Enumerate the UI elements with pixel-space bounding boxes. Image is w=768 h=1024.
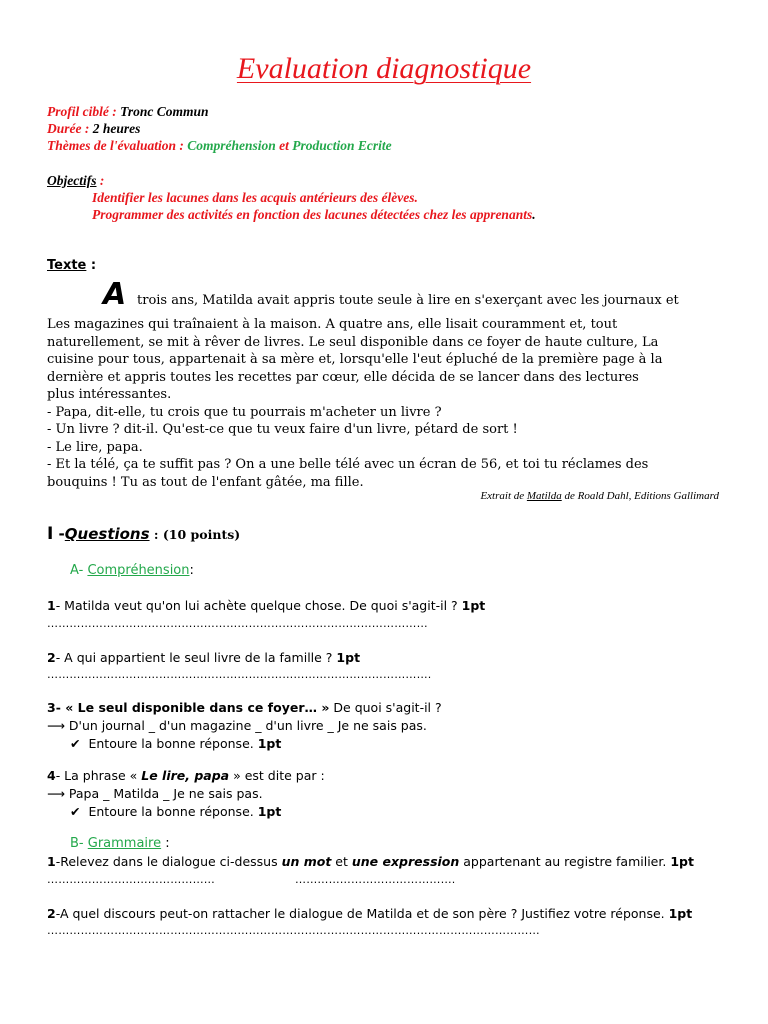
- q4-points: 1pt: [257, 804, 282, 819]
- q3-instruction: [70, 736, 281, 751]
- text-line: bouquins ! Tu as tout de l'enfant gâtée, ma fille.: [47, 474, 364, 490]
- g1-text-2: et: [331, 854, 352, 869]
- section-a-prefix: A-: [70, 563, 88, 578]
- q3-quote: - « Le seul disponible dans ce foyer… »: [55, 700, 330, 715]
- q4-num: 4: [47, 768, 56, 783]
- texte-label: Texte: [47, 258, 87, 273]
- questions-dash: -: [53, 525, 65, 543]
- source-citation: [480, 490, 719, 502]
- g1-text-1: -Relevez dans le dialogue ci-dessus: [55, 854, 282, 869]
- objectifs-colon: :: [96, 173, 105, 188]
- objectif-item-1: Identifier les lacunes dans les acquis antérieurs des élèves.: [92, 190, 418, 205]
- g1-text-3: appartenant au registre familier.: [459, 854, 671, 869]
- q4-options: ⟶ Papa _ Matilda _ Je ne sais pas.: [47, 786, 263, 801]
- q3-points: 1pt: [257, 736, 282, 751]
- g2-text: -A quel discours peut-on rattacher le dialogue de Matilda et de son père ? Justifiez votre réponse.: [55, 906, 669, 921]
- text-paragraph: [47, 316, 727, 491]
- q2-num: 2: [47, 650, 56, 665]
- drop-cap: A: [103, 277, 127, 312]
- q2-answer-line: ………………………………………………………………………………………….: [47, 668, 432, 681]
- themes-label: Thèmes de l'évaluation :: [47, 138, 188, 153]
- questions-points: : (10 points): [149, 527, 241, 542]
- section-a-colon: :: [189, 563, 194, 578]
- profil-line: [47, 104, 209, 120]
- text-line: dernière et appris toutes les recettes par cœur, elle décida de se lancer dans des lectures: [47, 369, 639, 385]
- section-b-heading: [70, 836, 170, 851]
- g2-answer-line: ……………………………………………………………………………………………………………………: [47, 924, 540, 937]
- objectif-final-period: .: [532, 207, 536, 222]
- question-3: [47, 700, 442, 715]
- q4-instruction-text: Entoure la bonne réponse.: [88, 804, 258, 819]
- themes-line: [47, 138, 392, 154]
- section-a-heading: [70, 563, 194, 578]
- q1-num: 1: [47, 598, 56, 613]
- q1-text: - Matilda veut qu'on lui achète quelque chose. De quoi s'agit-il ?: [55, 598, 462, 613]
- g1-italic-2: une expression: [351, 854, 460, 869]
- duree-label: Durée :: [47, 121, 93, 136]
- q3-num: 3: [47, 700, 56, 715]
- text-line: naturellement, se mit à rêver de livres. Le seul disponible dans ce foyer de haute culture, La: [47, 334, 659, 350]
- g2-num: 2: [47, 906, 56, 921]
- g1-italic-1: un mot: [281, 854, 332, 869]
- source-prefix: Extrait de: [480, 490, 527, 502]
- text-line: Les magazines qui traînaient à la maison. A quatre ans, elle lisait couramment et, tout: [47, 317, 618, 332]
- themes-and: et: [275, 138, 293, 153]
- questions-label: Questions: [64, 525, 150, 543]
- page-title: Evaluation diagnostique: [236, 52, 532, 85]
- q3-instruction-text: Entoure la bonne réponse.: [88, 736, 258, 751]
- objectif-item-2: [92, 207, 536, 223]
- section-a-label: Compréhension: [87, 563, 190, 578]
- profil-value: Tronc Commun: [120, 104, 209, 119]
- q4-text-1: - La phrase «: [55, 768, 142, 783]
- text-line: - Papa, dit-elle, tu crois que tu pourrais m'acheter un livre ?: [47, 404, 442, 420]
- duree-line: [47, 121, 140, 137]
- q3-text: De quoi s'agit-il ?: [329, 700, 442, 715]
- grammar-question-1: [47, 854, 694, 869]
- text-line: - Un livre ? dit-il. Qu'est-ce que tu veux faire d'un livre, pétard de sort !: [47, 422, 518, 437]
- texte-colon: :: [86, 258, 97, 273]
- q1-answer-line: …………………………………………………………………………………………: [47, 617, 428, 630]
- q4-text-2: » est dite par :: [229, 768, 325, 783]
- q2-text: - A qui appartient le seul livre de la famille ?: [55, 650, 337, 665]
- q2-points: 1pt: [336, 650, 361, 665]
- section-b-colon: :: [161, 836, 170, 851]
- objectif-item-2-text: Programmer des activités en fonction des lacunes détectées chez les apprenants: [92, 207, 533, 222]
- checkmark-icon: ✔: [70, 804, 81, 819]
- themes-value-2: Production Ecrite: [292, 138, 392, 153]
- g1-num: 1: [47, 854, 56, 869]
- profil-label: Profil ciblé :: [47, 104, 121, 119]
- question-2: [47, 650, 360, 665]
- section-b-prefix: B-: [70, 836, 88, 851]
- checkmark-icon: ✔: [70, 736, 81, 751]
- q4-quote: Le lire, papa: [141, 768, 230, 783]
- text-line: plus intéressantes.: [47, 387, 172, 402]
- source-title: Matilda: [526, 490, 562, 502]
- text-first-line: trois ans, Matilda avait appris toute seule à lire en s'exerçant avec les journaux et: [137, 293, 679, 308]
- duree-value: 2 heures: [92, 121, 141, 136]
- q1-points: 1pt: [461, 598, 486, 613]
- grammar-question-2: [47, 906, 692, 921]
- question-1: [47, 598, 485, 613]
- source-suffix: de Roald Dahl, Editions Gallimard: [561, 490, 719, 502]
- g1-answer-line-2: …………………………………….: [295, 873, 456, 886]
- objectifs-label: Objectifs: [47, 173, 97, 188]
- text-line: - Et la télé, ça te suffit pas ? On a une belle télé avec un écran de 56, et toi tu réclames des: [47, 457, 649, 472]
- g1-answer-line-1: ………………………………………: [47, 873, 215, 886]
- text-line: - Le lire, papa.: [47, 439, 143, 455]
- objectifs-heading: [47, 173, 104, 189]
- questions-heading: [47, 524, 240, 544]
- question-4: [47, 768, 325, 783]
- g1-points: 1pt: [670, 854, 694, 869]
- questions-roman: I: [47, 524, 54, 544]
- texte-heading: [47, 258, 96, 273]
- q4-instruction: [70, 804, 281, 819]
- text-line: cuisine pour tous, appartenait à sa mère et, lorsqu'elle l'eut épluché de la première page à la: [47, 352, 663, 367]
- q3-options: ⟶ D'un journal _ d'un magazine _ d'un livre _ Je ne sais pas.: [47, 718, 427, 733]
- themes-value-1: Compréhension: [187, 138, 276, 153]
- section-b-label: Grammaire: [87, 836, 162, 851]
- g2-points: 1pt: [668, 906, 693, 921]
